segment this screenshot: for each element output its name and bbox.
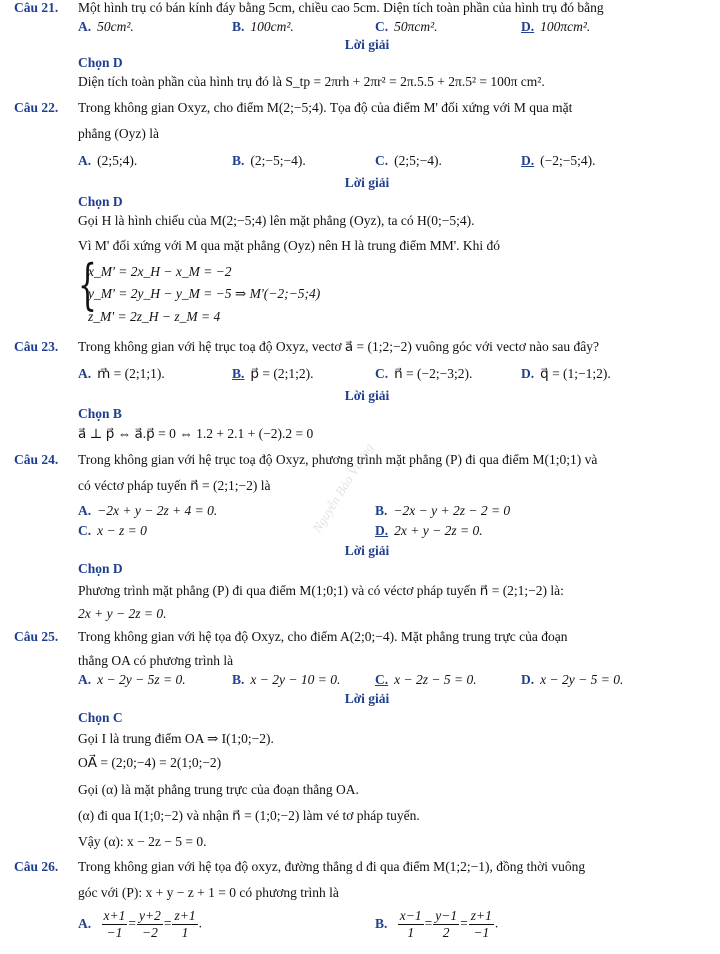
- q22-option-a: A. (2;5;4).: [78, 153, 138, 168]
- q21-solution-line: Diện tích toàn phần của hình trụ đó là S_tp = 2πrh + 2πr² = 2π.5.5 + 2π.5² = 100π cm².: [78, 74, 545, 89]
- q26-stem-line2: góc với (P): x + y − z + 1 = 0 có phương trình là: [78, 885, 339, 900]
- q26-option-a: A. $\frac{x+1}{-1}$ = $\frac{y+2}{-2}$ = $\frac{z+1}{1}$ .: [78, 908, 202, 940]
- q24-option-b: B. −2x − y + 2z − 2 = 0: [375, 503, 511, 518]
- q24-choice: Chọn D: [78, 561, 123, 576]
- q24-stem-line1: Trong không gian với hệ trục toạ độ Oxyz, phương trình mặt phẳng (P) đi qua điểm M(1;0;1) và: [78, 452, 598, 467]
- q22-solution-heading: Lời giải: [344, 175, 390, 190]
- q25-choice: Chọn C: [78, 710, 123, 725]
- q24-solution-heading: Lời giải: [344, 543, 390, 558]
- q25-solution-heading: Lời giải: [344, 691, 390, 706]
- q21-solution-heading: Lời giải: [344, 37, 390, 52]
- q24-label: Câu 24.: [14, 452, 59, 467]
- q21-option-a: A. 50cm².: [78, 19, 134, 34]
- q22-choice: Chọn D: [78, 194, 123, 209]
- q26-option-b: B. $\frac{x-1}{1}$ = $\frac{y-1}{2}$ = $\frac{z+1}{-1}$ .: [375, 908, 499, 940]
- q23-option-b: B. p⃗ = (2;1;2).: [232, 366, 314, 381]
- q24-option-d: D. 2x + y − 2z = 0.: [375, 523, 483, 538]
- q22-option-d: D. (−2;−5;4).: [521, 153, 596, 168]
- q25-solution-line2: OA⃗ = (2;0;−4) = 2(1;0;−2): [78, 755, 222, 770]
- q25-option-a: A. x − 2y − 5z = 0.: [78, 672, 186, 687]
- q21-label: Câu 21.: [14, 0, 59, 15]
- q22-option-c: C. (2;5;−4).: [375, 153, 442, 168]
- q24-option-a: A. −2x + y − 2z + 4 = 0.: [78, 503, 218, 518]
- q26-stem-line1: Trong không gian với hệ tọa độ oxyz, đường thẳng d đi qua điểm M(1;2;−1), đồng thời vuông: [78, 859, 586, 874]
- q25-stem-line2: thẳng OA có phương trình là: [78, 653, 234, 668]
- q24-solution-line1: Phương trình mặt phẳng (P) đi qua điểm M(1;0;1) và có véctơ pháp tuyến n⃗ = (2;1;−2) là:: [78, 583, 564, 598]
- q23-option-d: D. q⃗ = (1;−1;2).: [521, 366, 611, 381]
- q23-solution-line: a⃗ ⊥ p⃗ ⇔ a⃗.p⃗ = 0 ⇔ 1.2 + 2.1 + (−2).2 = 0: [78, 426, 314, 441]
- q23-option-a: A. m⃗ = (2;1;1).: [78, 366, 165, 381]
- q21-option-b: B. 100cm².: [232, 19, 294, 34]
- q22-stem-line1: Trong không gian Oxyz, cho điểm M(2;−5;4). Tọa độ của điểm M' đối xứng với M qua mặt: [78, 100, 573, 115]
- q23-option-c: C. n⃗ = (−2;−3;2).: [375, 366, 473, 381]
- watermark: Nguyễn Bảo Vương: [309, 440, 377, 536]
- brace-symbol: {: [78, 253, 97, 316]
- q22-solution-line1: Gọi H là hình chiếu của M(2;−5;4) lên mặt phẳng (Oyz), ta có H(0;−5;4).: [78, 213, 475, 228]
- q24-stem-line2: có véctơ pháp tuyến n⃗ = (2;1;−2) là: [78, 478, 271, 493]
- q22-option-b: B. (2;−5;−4).: [232, 153, 306, 168]
- q25-solution-line4: (α) đi qua I(1;0;−2) và nhận n⃗ = (1;0;−2) làm vé tơ pháp tuyến.: [78, 808, 420, 823]
- q23-label: Câu 23.: [14, 339, 59, 354]
- q25-solution-line1: Gọi I là trung điểm OA ⇒ I(1;0;−2).: [78, 731, 274, 746]
- q25-solution-line5: Vậy (α): x − 2z − 5 = 0.: [78, 834, 207, 849]
- q22-solution-line2: Vì M' đối xứng với M qua mặt phẳng (Oyz) nên H là trung điểm MM'. Khi đó: [78, 238, 501, 253]
- q25-option-b: B. x − 2y − 10 = 0.: [232, 672, 341, 687]
- q25-label: Câu 25.: [14, 629, 59, 644]
- q22-stem-line2: phẳng (Oyz) là: [78, 126, 159, 141]
- q21-option-c: C. 50πcm².: [375, 19, 438, 34]
- q25-solution-line3: Gọi (α) là mặt phẳng trung trực của đoạn thẳng OA.: [78, 782, 359, 797]
- q23-choice: Chọn B: [78, 406, 122, 421]
- q21-option-d: D. 100πcm².: [521, 19, 591, 34]
- q24-solution-line2: 2x + y − 2z = 0.: [78, 606, 167, 621]
- q23-stem: Trong không gian với hệ trục toạ độ Oxyz, vectơ a⃗ = (1;2;−2) vuông góc với vectơ nào sau đây?: [78, 339, 599, 354]
- q25-option-d: D. x − 2y − 5 = 0.: [521, 672, 624, 687]
- q22-label: Câu 22.: [14, 100, 59, 115]
- q21-stem: Một hình trụ có bán kính đáy bằng 5cm, chiều cao 5cm. Diện tích toàn phần của hình trụ đó bằng: [78, 0, 604, 15]
- q26-label: Câu 26.: [14, 859, 59, 874]
- q24-option-c: C. x − z = 0: [78, 523, 147, 538]
- q25-option-c: C. x − 2z − 5 = 0.: [375, 672, 477, 687]
- q25-stem-line1: Trong không gian với hệ tọa độ Oxyz, cho điểm A(2;0;−4). Mặt phẳng trung trực của đoạn: [78, 629, 568, 644]
- q21-choice: Chọn D: [78, 55, 123, 70]
- q23-solution-heading: Lời giải: [344, 388, 390, 403]
